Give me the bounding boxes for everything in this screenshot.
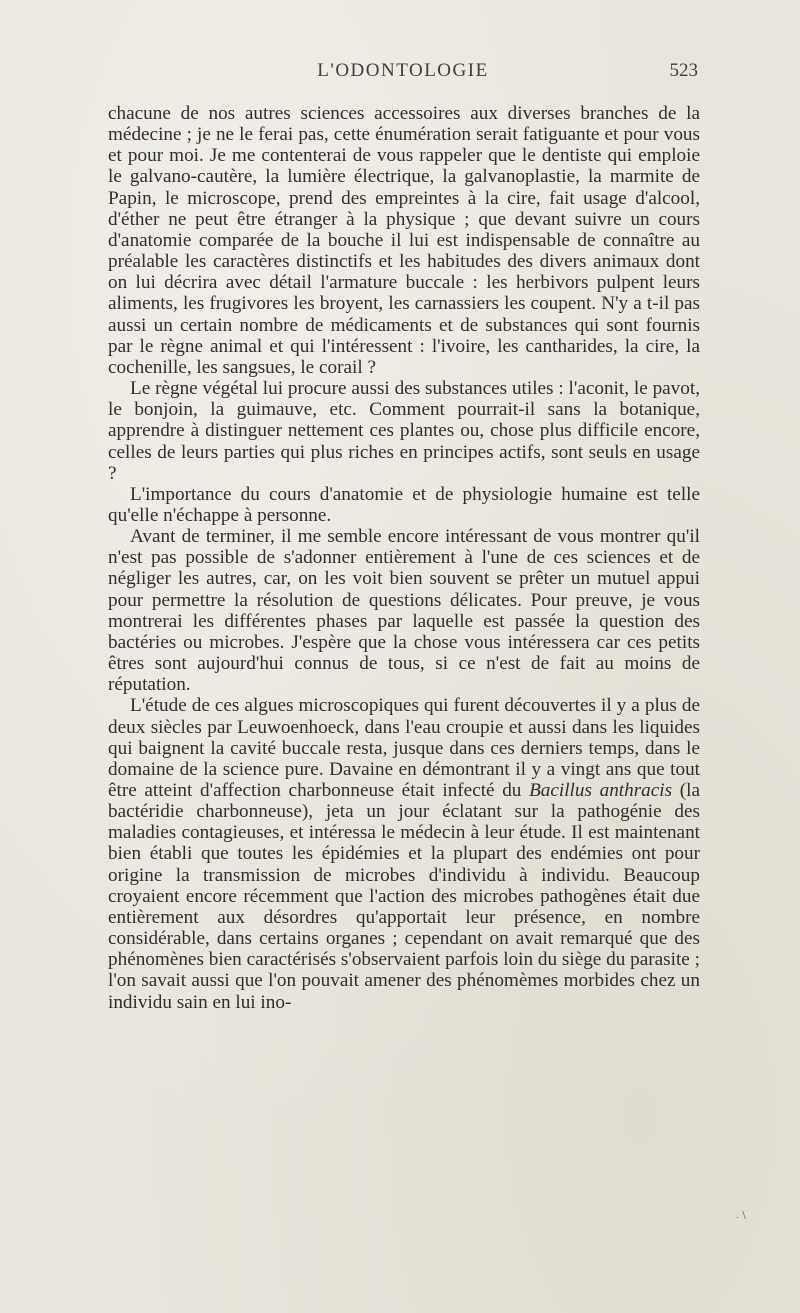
running-title: L'ODONTOLOGIE bbox=[317, 60, 489, 81]
page-number: 523 bbox=[669, 60, 698, 81]
paragraph-text: chacune de nos autres sciences accessoires aux diverses branches de la médecine ; je ne le ferai pas, cette énumération serait fatiguante et pour vous et pour moi. Je me contenterai de vous rappeler que le dentiste qui emploie le galvano-cautère, la lumière électrique, la galvanoplastie, la marmite de Papin, le microscope, prend des empreintes à la cire, fait usage d'alcool, d'éther ne peut être étranger à la physique ; que devant suivre un cours d'anatomie comparée de la bouche il lui est indispensable de connaître au préalable les caractères distinctifs et les habitudes des divers animaux dont on lui décrira avec détail l'armature buccale : les herbivors pulpent leurs aliments, les frugivores les broyent, les carnassiers les coupent. N'y a t-il pas aussi un certain nombre de médicaments et de substances qui sont fournis par le règne animal et qui l'intéressent : l'ivoire, les cantharides, la cire, la cochenille, les sangsues, le corail ? bbox=[108, 103, 700, 378]
paragraph-text: (la bactéridie charbonneuse), jeta un jour éclatant sur la pathogénie des maladies contagieuses, et intéressa le médecin à leur étude. Il est maintenant bien établi que toutes les épidémies et la plupart des endémies ont pour origine la transmission de microbes d'individu à individu. Beaucoup croyaient encore récemment que l'action des microbes pathogènes était due entièrement aux désordres qu'apportait leur présence, en nombre considérable, dans certains organes ; cependant on avait remarqué que des phénomènes bien caractérisés s'observaient parfois loin du siège du parasite ; l'on savait aussi que l'on pouvait amener des phénomèmes morbides chez un individu sain en lui ino- bbox=[108, 780, 700, 1013]
paragraph bbox=[108, 526, 700, 695]
species-name: Bacillus anthracis bbox=[529, 780, 673, 801]
body-text bbox=[108, 103, 700, 1013]
paragraph-text: Avant de terminer, il me semble encore intéressant de vous montrer qu'il n'est pas possible de s'adonner entièrement à l'une de ces sciences et de négliger les autres, car, on les voit bien souvent se prêter un mutuel appui pour permettre la résolution de questions délicates. Pour preuve, je vous montrerai les différentes phases par laquelle est passée la question des bactéries ou microbes. J'espère que la chose vous intéressera car ces petits êtres sont aujourd'hui connus de tous, si ce n'est de fait au moins de réputation. bbox=[108, 526, 700, 696]
paragraph bbox=[108, 378, 700, 484]
page-header bbox=[108, 60, 698, 88]
paragraph-text: Le règne végétal lui procure aussi des substances utiles : l'aconit, le pavot, le bonjoin, la guimauve, etc. Comment pourrait-il sans la botanique, apprendre à distinguer nettement ces plantes ou, chose plus difficile encore, celles de leurs parties qui plus riches en principes actifs, sont seuls en usage ? bbox=[108, 378, 700, 484]
margin-specks: . \ bbox=[736, 1210, 746, 1221]
paragraph-text: L'étude de ces algues microscopiques qui furent découvertes il y a plus de deux siècles par Leuwoenhoeck, dans l'eau croupie et aussi dans les liquides qui baignent la cavité buccale resta, jusque dans ces derniers temps, dans le domaine de la science pure. Davaine en démontrant il y a vingt ans que tout être atteint d'affection charbonneuse était infecté du bbox=[108, 695, 700, 801]
paragraph bbox=[108, 484, 700, 526]
paragraph-text: L'importance du cours d'anatomie et de physiologie humaine est telle qu'elle n'échappe à personne. bbox=[108, 483, 700, 526]
paragraph bbox=[108, 103, 700, 378]
paragraph bbox=[108, 695, 700, 1012]
